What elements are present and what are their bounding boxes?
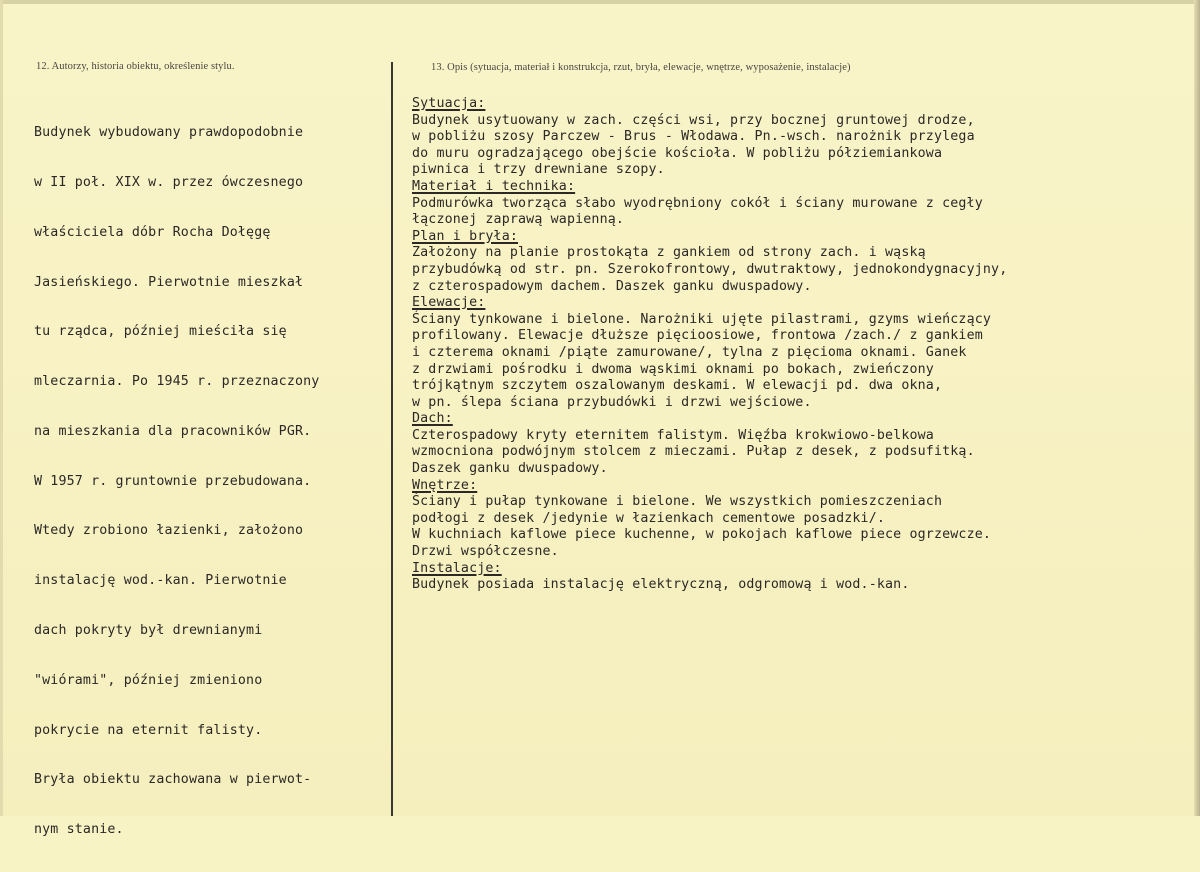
section-line-elewacje: i czterema oknami /piąte zamurowane/, tylna z pięcioma oknami. Ganek [412, 344, 967, 360]
section-title-plan-i-bryla: Plan i bryła: [412, 228, 519, 244]
section-line-wnetrze: Drzwi współczesne. [412, 544, 559, 560]
section-line-sytuacja: w pobliżu szosy Parczew - Brus - Włodawa. Pn.-wsch. narożnik przylega [412, 129, 975, 145]
history-line: Budynek wybudowany prawdopodobnie [34, 125, 304, 141]
section-line-elewacje: z drzwiami pośrodku i dwoma wąskimi oknami po bokach, zwieńczony [412, 361, 934, 377]
section-title-instalacje: Instalacje: [412, 560, 502, 576]
section-line-dach: Czterospadowy kryty eternitem falistym. Więźba krokwiowo-belkowa [412, 427, 934, 443]
history-line: nym stanie. [34, 822, 124, 838]
section-line-elewacje: trójkątnym szczytem oszalowanym deskami. W elewacji pd. dwa okna, [412, 378, 943, 394]
section-line-elewacje: w pn. ślepa ściana przybudówki i drzwi wejściowe. [412, 394, 812, 410]
section-line-sytuacja: Budynek usytuowany w zach. części wsi, przy bocznej gruntowej drodze, [412, 112, 975, 128]
history-line: tu rządca, później mieściła się [34, 324, 287, 340]
section-line-plan-i-bryla: z czterospadowym dachem. Daszek ganku dwuspadowy. [412, 278, 812, 294]
paper-right-edge [1194, 0, 1200, 816]
history-line: "wiórami", później zmieniono [34, 672, 263, 688]
section-line-sytuacja: piwnica i trzy drewniane szopy. [412, 162, 665, 178]
history-line: na mieszkania dla pracowników PGR. [34, 423, 312, 439]
field-12-heading: 12. Autorzy, historia obiektu, określenie stylu. [36, 61, 235, 72]
description-text-block [412, 96, 1007, 594]
section-line-wnetrze: W kuchniach kaflowe piece kuchenne, w pokojach kaflowe piece ogrzewcze. [412, 527, 992, 543]
section-line-instalacje: Budynek posiada instalację elektryczną, odgromową i wod.-kan. [412, 577, 910, 593]
history-line: instalację wod.-kan. Pierwotnie [34, 573, 287, 589]
section-line-elewacje: Ściany tynkowane i bielone. Narożniki ujęte pilastrami, gzyms wieńczący [412, 311, 992, 327]
section-title-elewacje: Elewacje: [412, 295, 486, 311]
history-line: W 1957 r. gruntownie przebudowana. [34, 473, 312, 489]
section-line-wnetrze: Ściany i pułap tynkowane i bielone. We wszystkich pomieszczeniach [412, 494, 943, 510]
history-line: w II poł. XIX w. przez ówczesnego [34, 174, 304, 190]
history-line: Bryła obiektu zachowana w pierwot- [34, 772, 312, 788]
section-title-sytuacja: Sytuacja: [412, 96, 486, 111]
section-title-material-i-technika: Materiał i technika: [412, 178, 576, 194]
section-line-wnetrze: podłogi z desek /jedynie w łazienkach cementowe posadzki/. [412, 510, 886, 526]
history-line: dach pokryty był drewnianymi [34, 623, 263, 638]
history-line: Wtedy zrobiono łazienki, założono [34, 523, 304, 539]
history-line: właściciela dóbr Rocha Dołęgę [34, 224, 271, 240]
section-line-dach: Daszek ganku dwuspadowy. [412, 461, 608, 477]
column-divider [391, 62, 393, 816]
section-line-plan-i-bryla: Założony na planie prostokąta z gankiem od strony zach. i wąską [412, 245, 926, 261]
section-line-sytuacja: do muru ogradzającego obejście kościoła. W pobliżu półziemiankowa [412, 145, 943, 161]
field-13-heading: 13. Opis (sytuacja, materiał i konstrukcja, rzut, bryła, elewacje, wnętrze, wyposażenie, instalacje) [431, 62, 851, 73]
paper-top-edge [0, 0, 1200, 4]
history-line: pokrycie na eternit falisty. [34, 722, 263, 738]
section-line-elewacje: profilowany. Elewacje dłuższe pięcioosiowe, frontowa /zach./ z gankiem [412, 328, 983, 344]
paper-left-edge [0, 0, 3, 816]
section-line-material-i-technika: Podmurówka tworząca słabo wyodrębniony cokół i ściany murowane z cegły [412, 195, 983, 211]
section-title-dach: Dach: [412, 411, 453, 427]
section-line-material-i-technika: łączonej zaprawą wapienną. [412, 212, 625, 228]
history-text-block [34, 92, 319, 872]
history-line: Jasieńskiego. Pierwotnie mieszkał [34, 274, 304, 290]
history-line: mleczarnia. Po 1945 r. przeznaczony [34, 374, 320, 390]
section-title-wnetrze: Wnętrze: [412, 477, 478, 493]
section-line-plan-i-bryla: przybudówką od str. pn. Szerokofrontowy, dwutraktowy, jednokondygnacyjny, [412, 261, 1008, 277]
section-line-dach: wzmocniona podwójnym stolcem z mieczami. Pułap z desek, z podsufitką. [412, 444, 975, 460]
